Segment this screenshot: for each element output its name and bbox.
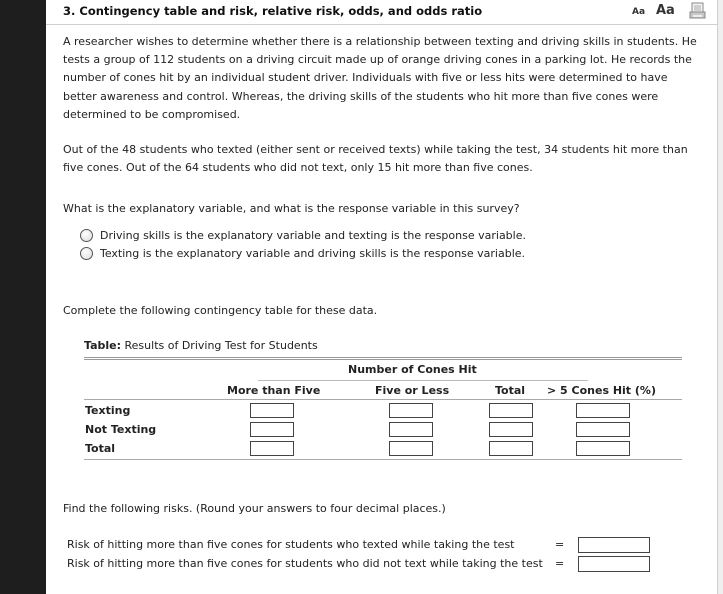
input-not-texting-percent[interactable] <box>576 422 630 437</box>
risk-label-texted: Risk of hitting more than five cones for students who texted while taking the test <box>67 538 515 551</box>
radio-button[interactable] <box>80 229 93 242</box>
input-texting-five-or-less[interactable] <box>389 403 433 418</box>
input-not-texting-five-or-less[interactable] <box>389 422 433 437</box>
option-texting-explanatory[interactable] <box>80 245 525 261</box>
input-total-five-or-less[interactable] <box>389 441 433 456</box>
input-texting-total[interactable] <box>489 403 533 418</box>
equals-sign: = <box>555 557 565 570</box>
question-panel <box>46 0 717 594</box>
title-divider <box>46 24 717 25</box>
table-top-rule <box>84 357 682 358</box>
group-header-underline <box>258 380 588 381</box>
variable-question: What is the explanatory variable, and what is the response variable in this survey? <box>63 202 520 215</box>
font-size-large-button[interactable]: Aa <box>656 3 675 18</box>
font-size-small-button[interactable]: Aa <box>632 7 646 17</box>
column-header-percent: > 5 Cones Hit (%) <box>547 384 656 397</box>
column-header-more-than-five: More than Five <box>227 384 321 397</box>
input-total-more-than-five[interactable] <box>250 441 294 456</box>
option-driving-explanatory[interactable] <box>80 227 526 243</box>
option-label: Texting is the explanatory variable and driving skills is the response variable. <box>100 246 526 260</box>
input-risk-texted[interactable] <box>578 537 650 553</box>
input-total-total[interactable] <box>489 441 533 456</box>
input-texting-more-than-five[interactable] <box>250 403 294 418</box>
input-risk-not-texted[interactable] <box>578 556 650 572</box>
table-instruction: Complete the following contingency table for these data. <box>63 304 378 317</box>
table-bottom-rule <box>84 459 682 460</box>
input-not-texting-more-than-five[interactable] <box>250 422 294 437</box>
table-caption <box>84 339 318 352</box>
column-header-five-or-less: Five or Less <box>375 384 450 397</box>
data-paragraph: Out of the 48 students who texted (either sent or received texts) while taking the test, 34 students hit more than five cones. Out of the 64 students who did not text, only 15 hit more than five cones. <box>63 143 688 175</box>
input-total-percent[interactable] <box>576 441 630 456</box>
input-not-texting-total[interactable] <box>489 422 533 437</box>
equals-sign: = <box>555 538 565 551</box>
table-caption-prefix: Table: <box>84 339 122 352</box>
row-label-total: Total <box>85 442 116 455</box>
column-header-total: Total <box>495 384 526 397</box>
intro-paragraph: A researcher wishes to determine whether there is a relationship between texting and driving skills in students. He tests a group of 112 students on a driving circuit made up of orange driving cones in a parking lot. He records the number of cones hit by an individual student driver. Individuals with five or less hits were determined to have better awareness and control. Whereas, the driving skills of the students who hit more than five cones were determined to be compromised. <box>63 35 697 121</box>
row-label-texting: Texting <box>85 404 131 417</box>
option-label: Driving skills is the explanatory variable and texting is the response variable. <box>100 228 526 242</box>
risk-instruction: Find the following risks. (Round your answers to four decimal places.) <box>63 502 446 515</box>
scrollbar-track[interactable] <box>717 0 723 594</box>
table-top-rule-inner <box>84 359 682 360</box>
risk-label-not-texted: Risk of hitting more than five cones for students who did not text while taking the test <box>67 557 543 570</box>
group-header: Number of Cones Hit <box>348 363 477 376</box>
table-header-rule <box>84 399 682 400</box>
print-icon[interactable] <box>689 2 706 20</box>
row-label-not-texting: Not Texting <box>85 423 157 436</box>
input-texting-percent[interactable] <box>576 403 630 418</box>
radio-button[interactable] <box>80 247 93 260</box>
left-sidebar <box>0 0 46 594</box>
table-caption-text: Results of Driving Test for Students <box>121 339 318 352</box>
question-title: 3. Contingency table and risk, relative risk, odds, and odds ratio <box>63 4 483 18</box>
